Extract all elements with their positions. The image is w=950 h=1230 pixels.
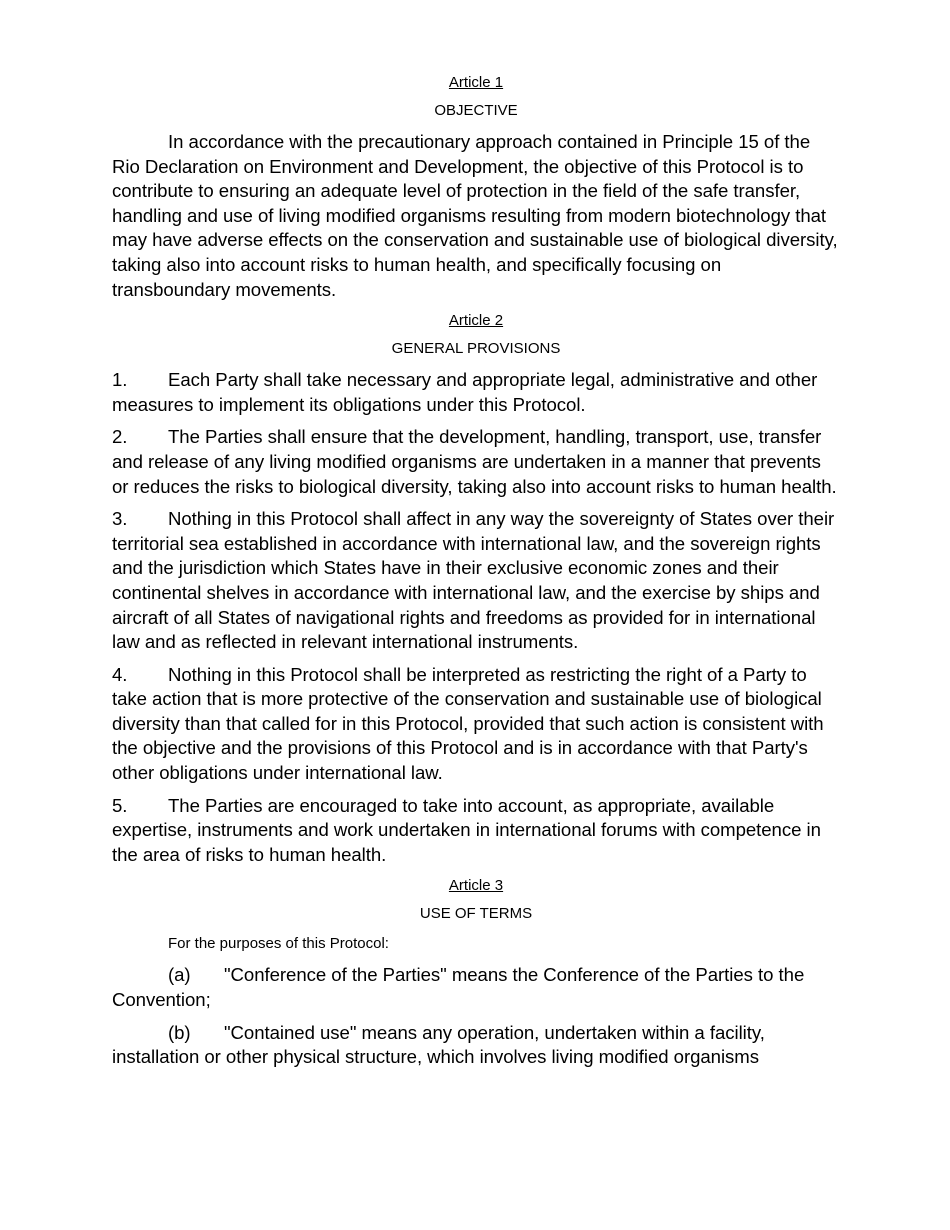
paragraph-text: Nothing in this Protocol shall affect in any way the sovereignty of States over their territorial sea established in accordance with international law, and the sovereign rights and the jurisdiction which States have in their exclusive economic zones and their continental shelves in accordance with international law, and the exercise by ships and aircraft of all States of navigational rights and freedoms as provided for in international law and as reflected in relevant international instruments. <box>112 508 835 653</box>
article-2-paragraph <box>112 663 840 786</box>
item-text: "Conference of the Parties" means the Conference of the Parties to the Convention; <box>112 964 805 1011</box>
article-1-text: In accordance with the precautionary approach contained in Principle 15 of the Rio Declaration on Environment and Development, the objective of this Protocol is to contribute to ensuring an adequate level of protection in the field of the safe transfer, handling and use of living modified organisms resulting from modern biotechnology that may have adverse effects on the conservation and sustainable use of biological diversity, taking also into account risks to human health, and specifically focusing on transboundary movements. <box>112 131 838 300</box>
article-3-intro: For the purposes of this Protocol: <box>168 935 389 953</box>
article-2-number: Article 2 <box>448 312 504 330</box>
paragraph-number: 3. <box>112 508 128 530</box>
article-2-paragraph <box>112 368 840 417</box>
paragraph-number: 5. <box>112 794 128 816</box>
paragraph-text: The Parties shall ensure that the development, handling, transport, use, transfer and release of any living modified organisms are undertaken in a manner that prevents or reduces the risks to biological diversity, taking also into account risks to human health. <box>112 426 837 497</box>
article-2-paragraph <box>112 425 840 499</box>
article-1-number: Article 1 <box>448 74 504 91</box>
paragraph-number: 1. <box>112 369 128 391</box>
article-3-number: Article 3 <box>448 877 504 895</box>
document-page <box>112 72 840 1078</box>
article-2-paragraph <box>112 794 840 868</box>
article-3-item <box>112 963 840 1012</box>
paragraph-text: Each Party shall take necessary and appropriate legal, administrative and other measures to implement its obligations under this Protocol. <box>112 369 818 415</box>
paragraph-number: 2. <box>112 426 128 448</box>
item-text: "Contained use" means any operation, undertaken within a facility, installation or other physical structure, which involves living modified organisms <box>112 1021 765 1068</box>
item-label: (b) <box>168 1021 191 1043</box>
paragraph-text: Nothing in this Protocol shall be interpreted as restricting the right of a Party to take action that is more protective of the conservation and sustainable use of biological diversity than that called for in this Protocol, provided that such action is consistent with the objective and the provisions of this Protocol and is in accordance with that Party's other obligations under international law. <box>112 663 824 784</box>
article-3-title: USE OF TERMS <box>419 905 533 923</box>
item-label: (a) <box>168 964 191 986</box>
article-2-title: GENERAL PROVISIONS <box>391 340 561 358</box>
paragraph-number: 4. <box>112 663 128 685</box>
article-1-title: OBJECTIVE <box>434 102 518 119</box>
article-2-paragraph <box>112 507 840 655</box>
paragraph-text: The Parties are encouraged to take into account, as appropriate, available expertise, instruments and work undertaken in international forums with competence in the area of risks to human health. <box>112 794 821 865</box>
article-3-item <box>112 1021 840 1070</box>
